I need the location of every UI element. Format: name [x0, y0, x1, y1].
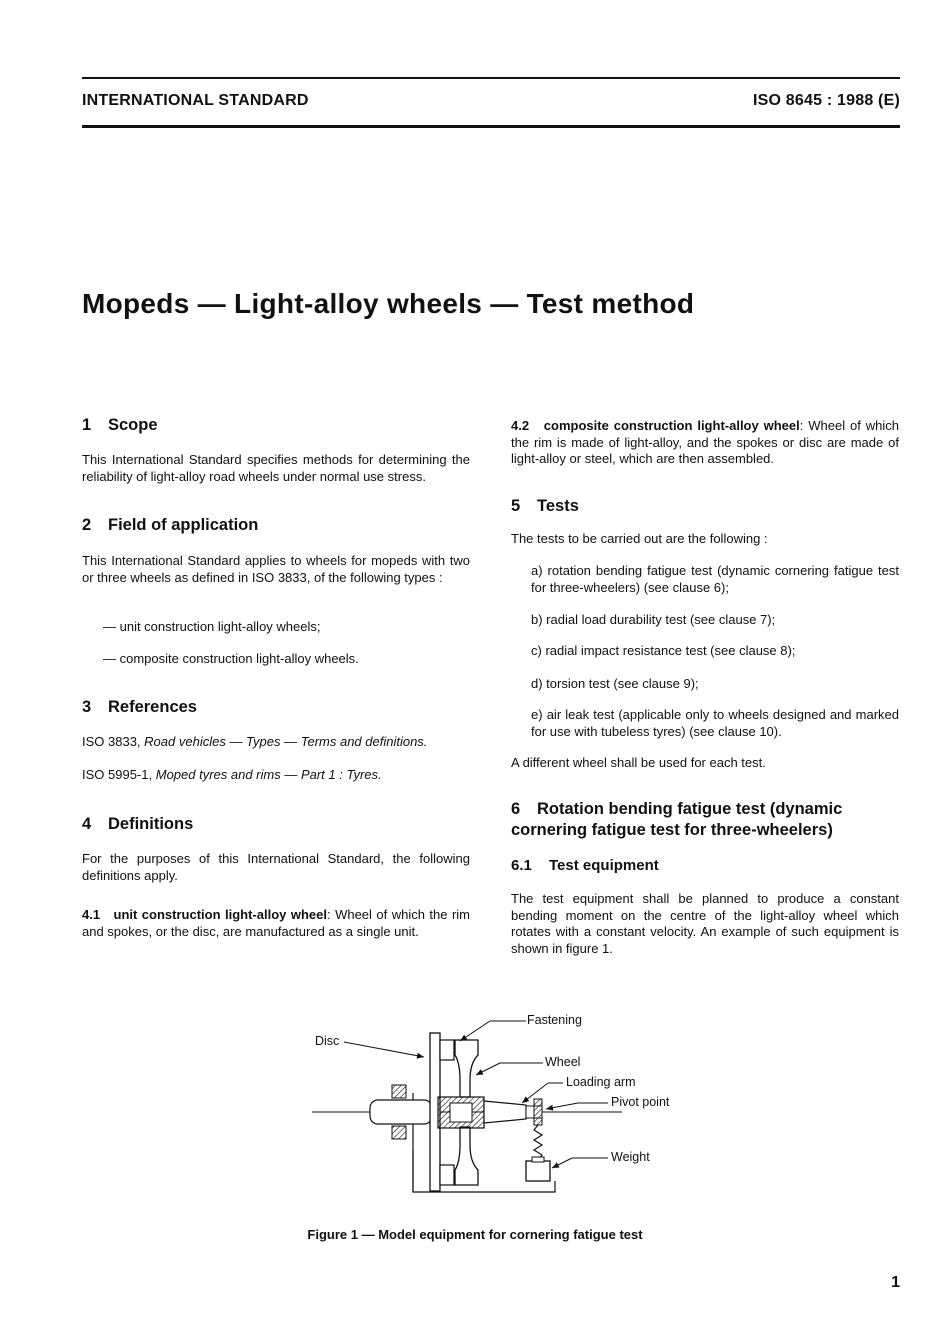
section-5-outro: A different wheel shall be used for each test. [511, 755, 766, 770]
bearing-lower [392, 1126, 406, 1139]
label-disc: Disc [315, 1034, 340, 1048]
fastening-lower [440, 1165, 454, 1185]
header-right: ISO 8645 : 1988 (E) [753, 92, 900, 109]
section-2-heading: 2 Field of application [82, 516, 259, 534]
reference-1-code: ISO 3833, [82, 734, 141, 749]
label-loading-arm: Loading arm [566, 1075, 636, 1089]
loading-arm [484, 1101, 526, 1123]
definition-4-2-num: 4.2 [511, 418, 530, 433]
test-item-e: e) air leak test (applicable only to wheels designed and marked for use with tubeless tyres) (see clause 10). [531, 707, 899, 739]
definition-4-1-term: unit construction light-alloy wheel [113, 907, 327, 922]
section-6-heading: 6 Rotation bending fatigue test (dynamic cornering fatigue test for three-wheelers) [511, 800, 843, 839]
section-6-1-text: The test equipment shall be planned to produce a constant bending moment on the centre of the light-alloy wheel which rotates with a constant velocity. An example of such equipment is shown in figure 1. [511, 891, 899, 956]
reference-2-title: Moped tyres and rims — Part 1 : Tyres. [155, 767, 382, 782]
reference-2 [82, 767, 470, 784]
reference-1 [82, 734, 470, 751]
section-5-heading: 5 Tests [511, 497, 579, 515]
page-number: 1 [891, 1274, 900, 1291]
label-fastening: Fastening [527, 1013, 582, 1027]
document-title: Mopeds — Light-alloy wheels — Test method [82, 288, 695, 319]
weight-body [526, 1161, 550, 1181]
section-2-item-1: — unit construction light-alloy wheels; [103, 619, 321, 634]
test-item-c: c) radial impact resistance test (see clause 8); [531, 643, 796, 658]
definition-4-2-text: : Wheel of which the rim is made of light-alloy, and the spokes or disc are made of light-alloy or steel, which are then assembled. [511, 418, 900, 466]
figure-1-caption: Figure 1 — Model equipment for cornering fatigue test [307, 1227, 643, 1242]
section-1-text: This International Standard specifies methods for determining the reliability of light-alloy road wheels under normal use stress. [82, 452, 470, 484]
section-5-intro: The tests to be carried out are the following : [511, 531, 768, 546]
label-wheel: Wheel [545, 1055, 581, 1069]
section-2-text: This International Standard applies to wheels for mopeds with two or three wheels as defined in ISO 3833, of the following types : [82, 553, 470, 585]
wheel-rim-upper [455, 1040, 478, 1097]
reference-2-code: ISO 5995-1, [82, 767, 153, 782]
pivot [534, 1099, 542, 1125]
section-4-text: For the purposes of this International Standard, the following definitions apply. [82, 851, 470, 883]
definition-4-1-text: : Wheel of which the rim and spokes, or the disc, are manufactured as a single unit. [82, 907, 470, 939]
definition-4-2 [511, 418, 899, 468]
header-top-rule [82, 77, 900, 79]
section-6-1-heading: 6.1 Test equipment [511, 857, 659, 874]
label-weight: Weight [611, 1150, 650, 1164]
bearing-upper [392, 1085, 406, 1098]
header-bottom-rule [82, 125, 900, 128]
wheel-rim-lower [455, 1127, 478, 1185]
section-4-heading: 4 Definitions [82, 815, 194, 833]
definition-4-2-term: composite construction light-alloy wheel [543, 418, 800, 433]
section-1-heading: 1 Scope [82, 416, 158, 434]
spring [534, 1125, 542, 1160]
section-3-heading: 3 References [82, 698, 197, 716]
reference-1-title: Road vehicles — Types — Terms and definitions. [144, 734, 428, 749]
fastening-upper [440, 1040, 454, 1060]
shaft [370, 1100, 432, 1124]
definition-4-1 [82, 907, 470, 940]
test-item-a: a) rotation bending fatigue test (dynamic cornering fatigue test for three-wheelers) (see clause 6); [531, 563, 899, 595]
definition-4-1-num: 4.1 [82, 907, 101, 922]
test-item-d: d) torsion test (see clause 9); [531, 676, 699, 691]
section-2-item-2: — composite construction light-alloy wheels. [103, 651, 359, 666]
header-left: INTERNATIONAL STANDARD [82, 92, 309, 109]
label-pivot-point: Pivot point [611, 1095, 670, 1109]
test-item-b: b) radial load durability test (see clause 7); [531, 612, 776, 627]
